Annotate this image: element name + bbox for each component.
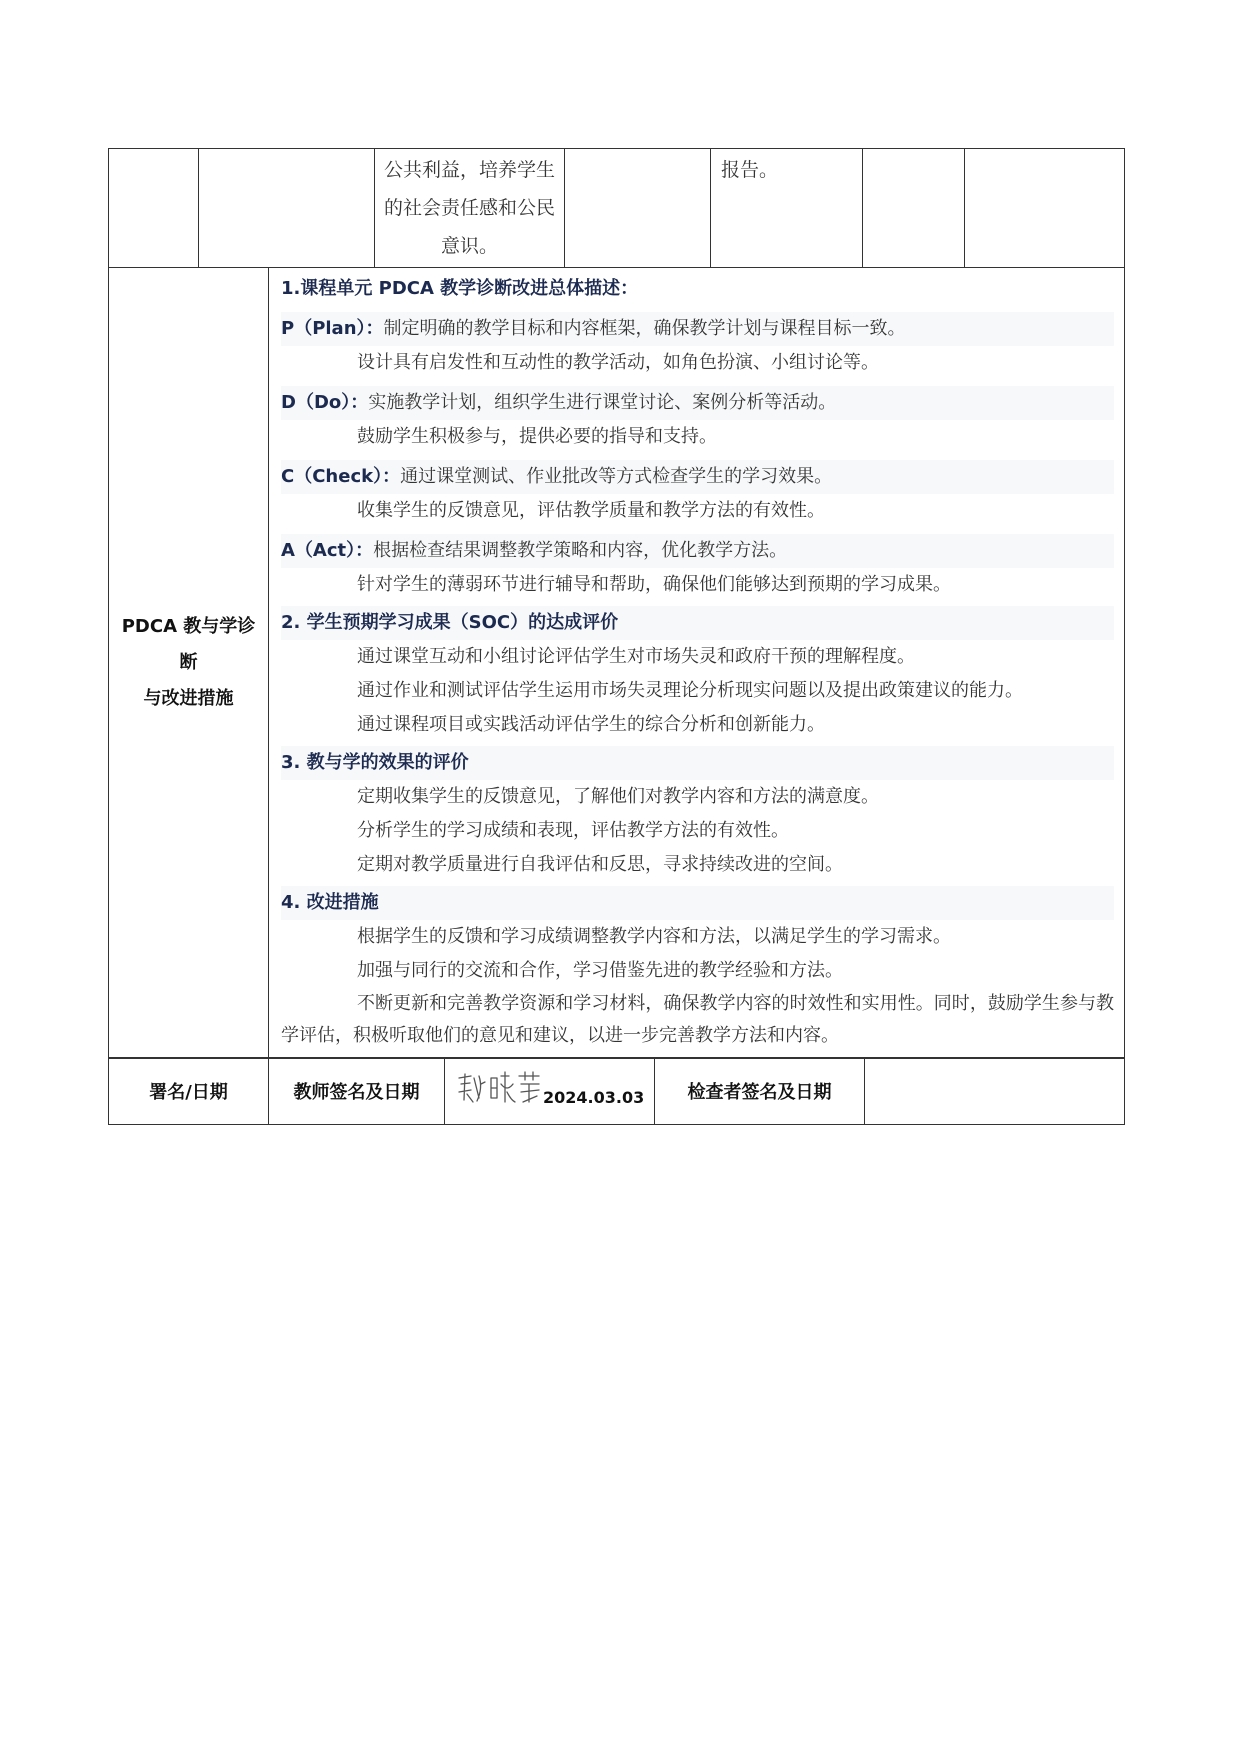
section3-item: 定期对教学质量进行自我评估和反思，寻求持续改进的空间。 (357, 853, 843, 875)
handwritten-signature (455, 1068, 547, 1108)
public-interest-text: 公共利益，培养学生的社会责任感和公民意识。 (383, 159, 555, 257)
section4-title: 4. 改进措施 (281, 886, 1114, 920)
pdca-content-cell (269, 267, 1125, 1058)
do-sub: 鼓励学生积极参与，提供必要的指导和支持。 (357, 425, 717, 447)
pdca-row-label (109, 267, 269, 1058)
course-diagnosis-form (108, 148, 1124, 1125)
section4-item: 根据学生的反馈和学习成绩调整教学内容和方法，以满足学生的学习需求。 (357, 925, 951, 947)
section3-item: 定期收集学生的反馈意见，了解他们对教学内容和方法的满意度。 (357, 785, 879, 807)
checker-signature-label: 检查者签名及日期 (655, 1058, 865, 1125)
report-text: 报告。 (721, 159, 779, 181)
do-line (281, 386, 1114, 420)
top-cell-1 (109, 149, 199, 268)
teacher-sign-date: 2024.03.03 (543, 1088, 645, 1107)
plan-text: 制定明确的教学目标和内容框架，确保教学计划与课程目标一致。 (383, 317, 906, 339)
top-cell-5 (711, 149, 863, 268)
top-cell-7 (965, 149, 1125, 268)
act-text: 根据检查结果调整教学策略和内容，优化教学方法。 (373, 539, 788, 561)
teacher-signature-label: 教师签名及日期 (269, 1058, 445, 1125)
check-text: 通过课堂测试、作业批改等方式检查学生的学习效果。 (400, 465, 833, 487)
do-text: 实施教学计划，组织学生进行课堂讨论、案例分析等活动。 (368, 391, 837, 413)
check-sub: 收集学生的反馈意见，评估教学质量和教学方法的有效性。 (357, 499, 825, 521)
check-key: C（Check）： (281, 465, 401, 487)
signature-table (108, 1057, 1125, 1125)
plan-key: P（Plan）： (281, 317, 384, 339)
plan-line (281, 312, 1114, 346)
section3-title: 3. 教与学的效果的评价 (281, 746, 1114, 780)
checker-signature-cell (865, 1058, 1125, 1125)
top-continuation-table (108, 148, 1125, 268)
section1-title: 1.课程单元 PDCA 教学诊断改进总体描述： (281, 277, 639, 299)
check-line (281, 460, 1114, 494)
section4-paragraph: 不断更新和完善教学资源和学习材料，确保教学内容的时效性和实用性。同时，鼓励学生参与教学评估，积极听取他们的意见和建议，以进一步完善教学方法和内容。 (281, 992, 1114, 1046)
do-key: D（Do）： (281, 391, 369, 413)
teacher-signature-cell (445, 1058, 655, 1125)
plan-sub: 设计具有启发性和互动性的教学活动，如角色扮演、小组讨论等。 (357, 351, 879, 373)
pdca-table (108, 267, 1125, 1059)
section2-item: 通过课堂互动和小组讨论评估学生对市场失灵和政府干预的理解程度。 (357, 645, 915, 667)
top-cell-2 (199, 149, 375, 268)
act-key: A（Act）： (281, 539, 374, 561)
pdca-label-line2: 与改进措施 (143, 687, 234, 709)
section4-item: 加强与同行的交流和合作，学习借鉴先进的教学经验和方法。 (357, 959, 843, 981)
top-cell-6 (863, 149, 965, 268)
act-line (281, 534, 1114, 568)
top-cell-3 (375, 149, 565, 268)
section2-item: 通过课程项目或实践活动评估学生的综合分析和创新能力。 (357, 713, 825, 735)
section2-title: 2. 学生预期学习成果（SOC）的达成评价 (281, 606, 1114, 640)
top-cell-4 (565, 149, 711, 268)
section3-item: 分析学生的学习成绩和表现，评估教学方法的有效性。 (357, 819, 789, 841)
section2-item: 通过作业和测试评估学生运用市场失灵理论分析现实问题以及提出政策建议的能力。 (357, 679, 1023, 701)
signature-row-label: 署名/日期 (109, 1058, 269, 1125)
act-sub: 针对学生的薄弱环节进行辅导和帮助，确保他们能够达到预期的学习成果。 (357, 573, 951, 595)
pdca-label-line1: PDCA 教与学诊断 (121, 615, 256, 673)
